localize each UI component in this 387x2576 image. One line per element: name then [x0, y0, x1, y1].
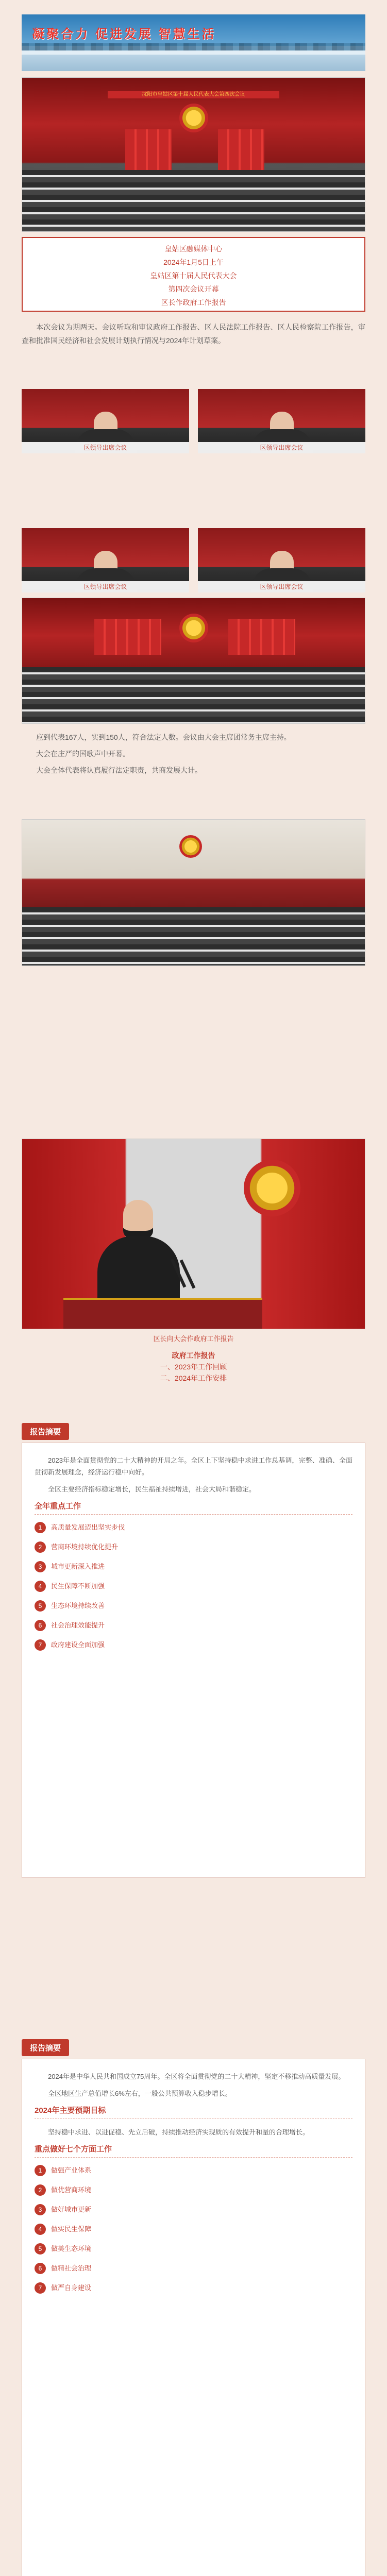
list-text: 政府建设全面加强: [51, 1641, 105, 1649]
session-info-box: [22, 237, 365, 312]
section-tag-1: 报告摘要: [22, 1423, 69, 1440]
presidium-seats: [22, 667, 365, 723]
info-line: 2024年1月5日上午: [163, 258, 224, 266]
list-number-icon: 1: [35, 1522, 46, 1533]
list-text: 做精社会治理: [51, 2264, 92, 2272]
national-emblem-icon: [244, 1160, 300, 1216]
report-text: 2024年是中华人民共和国成立75周年。全区将全面贯彻党的二十大精神，坚定不移推动高质量发展。: [48, 2073, 345, 2080]
portrait-card-b2: [198, 528, 365, 592]
speaker-person: [97, 1200, 180, 1313]
list-text: 高质量发展迈出坚实步伐: [51, 1523, 125, 1531]
list-number-icon: 6: [35, 1620, 46, 1631]
list-text: 生态环境持续改善: [51, 1602, 105, 1609]
list-item: [35, 2282, 352, 2294]
list-item: [35, 1561, 352, 1572]
report-text: 2023年是全面贯彻党的二十大精神的开局之年。全区上下坚持稳中求进工作总基调，完整、准确、全面贯彻新发展理念，经济运行稳中向好。: [35, 1456, 352, 1476]
info-line: 皇姑区第十届人民代表大会: [150, 272, 237, 280]
speaker-face: [123, 1200, 153, 1238]
report-subheading: 全年重点工作: [35, 1500, 352, 1515]
portrait-caption: 区领导出席会议: [22, 442, 189, 453]
list-text: 做实民生保障: [51, 2225, 92, 2233]
speaker-photo: [22, 1139, 365, 1329]
list-number-icon: 2: [35, 1541, 46, 1553]
report-caption-title: 政府工作报告: [172, 1351, 215, 1360]
list-number-icon: 4: [35, 2224, 46, 2235]
list-number-icon: 5: [35, 1600, 46, 1612]
hero-title: 凝聚合力 促进发展 智慧生活: [32, 27, 216, 41]
body-text: 大会在庄严的国歌声中开幕。: [36, 750, 130, 758]
national-emblem-icon: [179, 104, 208, 132]
list-text: 做强产业体系: [51, 2166, 92, 2174]
city-skyline: [22, 43, 365, 50]
list-number-icon: 6: [35, 2263, 46, 2274]
list-number-icon: 1: [35, 2165, 46, 2176]
body-text: 应到代表167人，实到150人，符合法定人数。会议由大会主席团常务主席主持。: [36, 733, 291, 741]
body-text: 大会全体代表将认真履行法定职责，共商发展大计。: [36, 766, 202, 774]
list-item: [35, 1522, 352, 1533]
list-item: [35, 1581, 352, 1592]
report-subheading: 重点做好七个方面工作: [35, 2143, 352, 2158]
info-line: 区长作政府工作报告: [161, 298, 226, 307]
intro-paragraph: [22, 320, 365, 350]
report-subheading: 2024年主要预期目标: [35, 2105, 352, 2119]
podium-desk: [63, 1298, 262, 1329]
red-flags-left: [125, 129, 172, 176]
list-text: 做好城市更新: [51, 2206, 92, 2213]
list-item: [35, 2204, 352, 2215]
presidium-photo: [22, 598, 365, 724]
intro-text: 本次会议为期两天。会议听取和审议政府工作报告、区人民法院工作报告、区人民检察院工作报告，审查和批准国民经济和社会发展计划执行情况与2024年计划草案。: [22, 323, 365, 345]
portrait-card-a2: [198, 389, 365, 453]
list-text: 民生保障不断加强: [51, 1582, 105, 1590]
list-item: [35, 1600, 352, 1612]
list-number-icon: 7: [35, 2282, 46, 2294]
red-flags-right: [228, 619, 295, 655]
hero-banner: [22, 14, 365, 71]
body-paragraph: [22, 731, 365, 780]
info-line: 第四次会议开幕: [168, 285, 219, 293]
report-section-2: [22, 2059, 365, 2576]
list-item: [35, 2165, 352, 2176]
list-item: [35, 2224, 352, 2235]
portrait-caption: 区领导出席会议: [198, 442, 365, 453]
speaker-caption: 区长向大会作政府工作报告: [153, 1335, 234, 1343]
portrait-card-a1: [22, 389, 189, 453]
list-item: [35, 2184, 352, 2196]
list-text: 做优营商环境: [51, 2186, 92, 2194]
delegate-seats: [22, 907, 365, 965]
info-line: 皇姑区融媒体中心: [164, 245, 223, 253]
list-number-icon: 5: [35, 2243, 46, 2255]
report-section-1: [22, 1443, 365, 1878]
delegates-hall-photo: [22, 819, 365, 966]
section-tag-2: 报告摘要: [22, 2039, 69, 2056]
national-emblem-icon: [179, 614, 208, 642]
list-number-icon: 4: [35, 1581, 46, 1592]
list-number-icon: 3: [35, 2204, 46, 2215]
list-text: 城市更新深入推进: [51, 1563, 105, 1570]
list-number-icon: 7: [35, 1639, 46, 1651]
list-item: [35, 1620, 352, 1631]
hall-banner-text: 沈阳市皇姑区第十届人民代表大会第四次会议: [108, 91, 279, 98]
national-emblem-icon: [179, 835, 202, 858]
red-flags-right: [218, 129, 264, 176]
list-number-icon: 3: [35, 1561, 46, 1572]
bridge-graphic: [22, 50, 365, 55]
list-text: 做严自身建设: [51, 2284, 92, 2292]
report-text: 坚持稳中求进、以进促稳、先立后破，持续推动经济实现质的有效提升和量的合理增长。: [48, 2128, 310, 2136]
list-item: [35, 1639, 352, 1651]
portrait-caption: 区领导出席会议: [22, 581, 189, 592]
report-caption-block: [22, 1350, 365, 1384]
portrait-caption: 区领导出席会议: [198, 581, 365, 592]
list-text: 做美生态环境: [51, 2245, 92, 2252]
list-text: 社会治理效能提升: [51, 1621, 105, 1629]
report-text: 全区主要经济指标稳定增长，民生福祉持续增进，社会大局和谐稳定。: [48, 1485, 256, 1493]
portrait-card-b1: [22, 528, 189, 592]
report-caption-line: 一、2023年工作回顾: [160, 1363, 227, 1371]
report-caption-line: 二、2024年工作安排: [160, 1374, 227, 1382]
list-number-icon: 2: [35, 2184, 46, 2196]
list-item: [35, 2263, 352, 2274]
report-text: 全区地区生产总值增长6%左右，一般公共预算收入稳步增长。: [48, 2090, 232, 2097]
list-item: [35, 2243, 352, 2255]
red-flags-left: [94, 619, 161, 655]
list-item: [35, 1541, 352, 1553]
conference-hall-photo: [22, 77, 365, 232]
list-text: 营商环境持续优化提升: [51, 1543, 119, 1551]
audience-seats: [22, 170, 365, 231]
